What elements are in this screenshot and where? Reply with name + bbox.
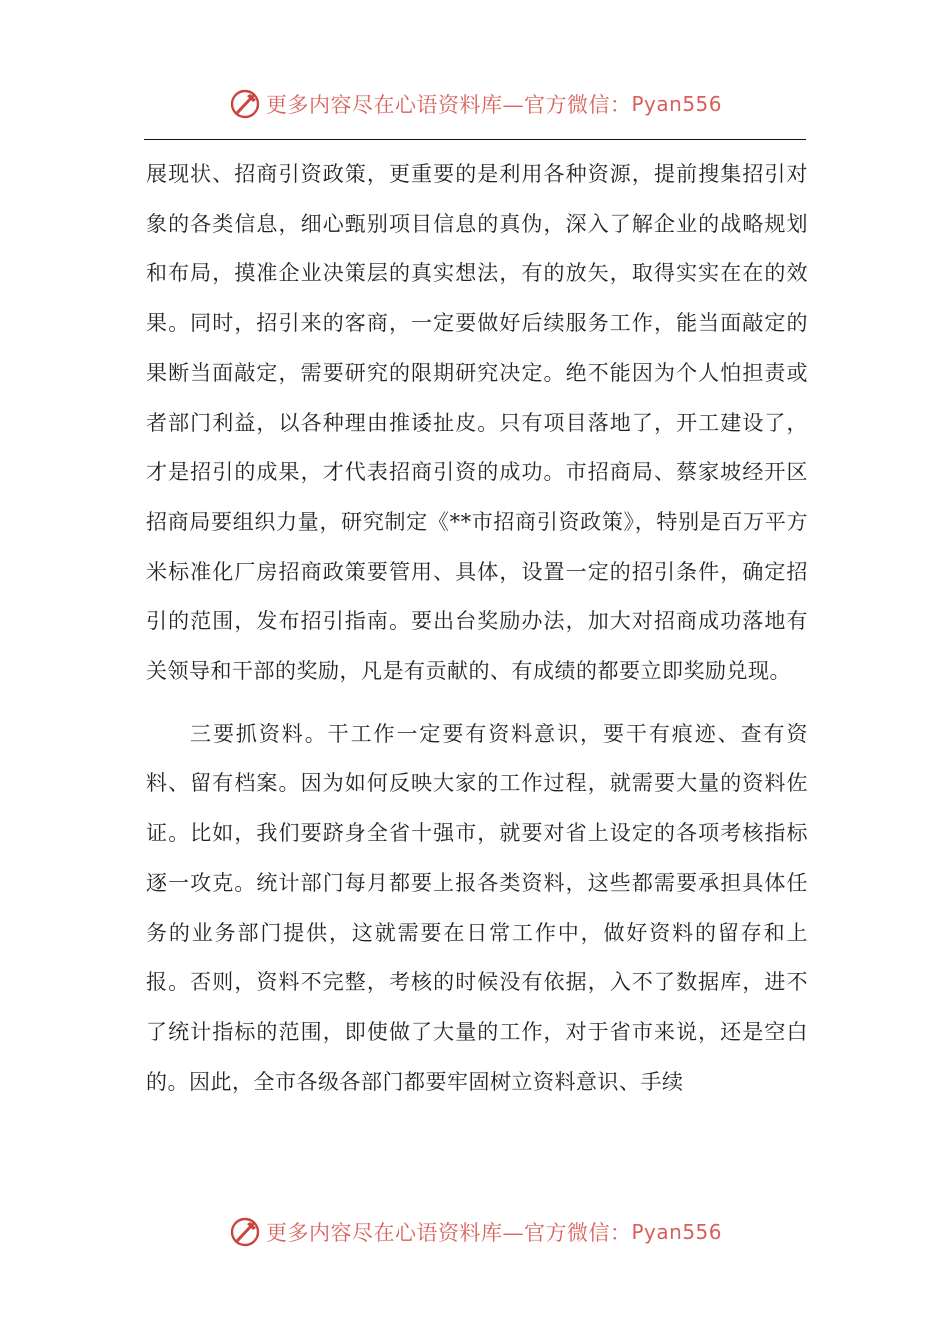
header-banner — [0, 84, 950, 124]
pen-logo-icon — [228, 1215, 262, 1249]
body-paragraph-1: 展现状、招商引资政策，更重要的是利用各种资源，提前搜集招引对象的各类信息，细心甄别项目信息的真伪，深入了解企业的战略规划和布局，摸准企业决策层的真实想法，有的放矢，取得实实在在的效果。同时，招引来的客商，一定要做好后续服务工作，能当面敲定的果断当面敲定，需要研究的限期研究决定。绝不能因为个人怕担责或者部门利益，以各种理由推诿扯皮。只有项目落地了，开工建设了，才是招引的成果，才代表招商引资的成功。市招商局、蔡家坡经开区招商局要组织力量，研究制定《**市招商引资政策》，特别是百万平方米标准化厂房招商政策要管用、具体，设置一定的招引条件，确定招引的范围，发布招引指南。要出台奖励办法，加大对招商成功落地有关领导和干部的奖励，凡是有贡献的、有成绩的都要立即奖励兑现。 — [146, 162, 808, 684]
header-banner-text: 更多内容尽在心语资料库—官方微信： — [265, 93, 632, 117]
footer-wechat-id: Pyan556 — [631, 1220, 722, 1244]
body-paragraph-2: 三要抓资料。干工作一定要有资料意识，要干有痕迹、查有资料、留有档案。因为如何反映大家的工作过程，就需要大量的资料佐证。比如，我们要跻身全省十强市，就要对省上设定的各项考核指标逐一攻克。统计部门每月都要上报各类资料，这些都需要承担具体任务的业务部门提供，这就需要在日常工作中，做好资料的留存和上报。否则，资料不完整，考核的时候没有依据，入不了数据库，进不了统计指标的范围，即使做了大量的工作，对于省市来说，还是空白的。因此，全市各级各部门都要牢固树立资料意识、手续 — [146, 721, 808, 1094]
document-body — [146, 150, 808, 1107]
footer-banner-text: 更多内容尽在心语资料库—官方微信： — [265, 1221, 632, 1245]
header-wechat-id: Pyan556 — [631, 92, 722, 116]
header-divider — [144, 139, 806, 140]
pen-logo-icon — [228, 87, 262, 121]
footer-banner — [0, 1212, 950, 1252]
